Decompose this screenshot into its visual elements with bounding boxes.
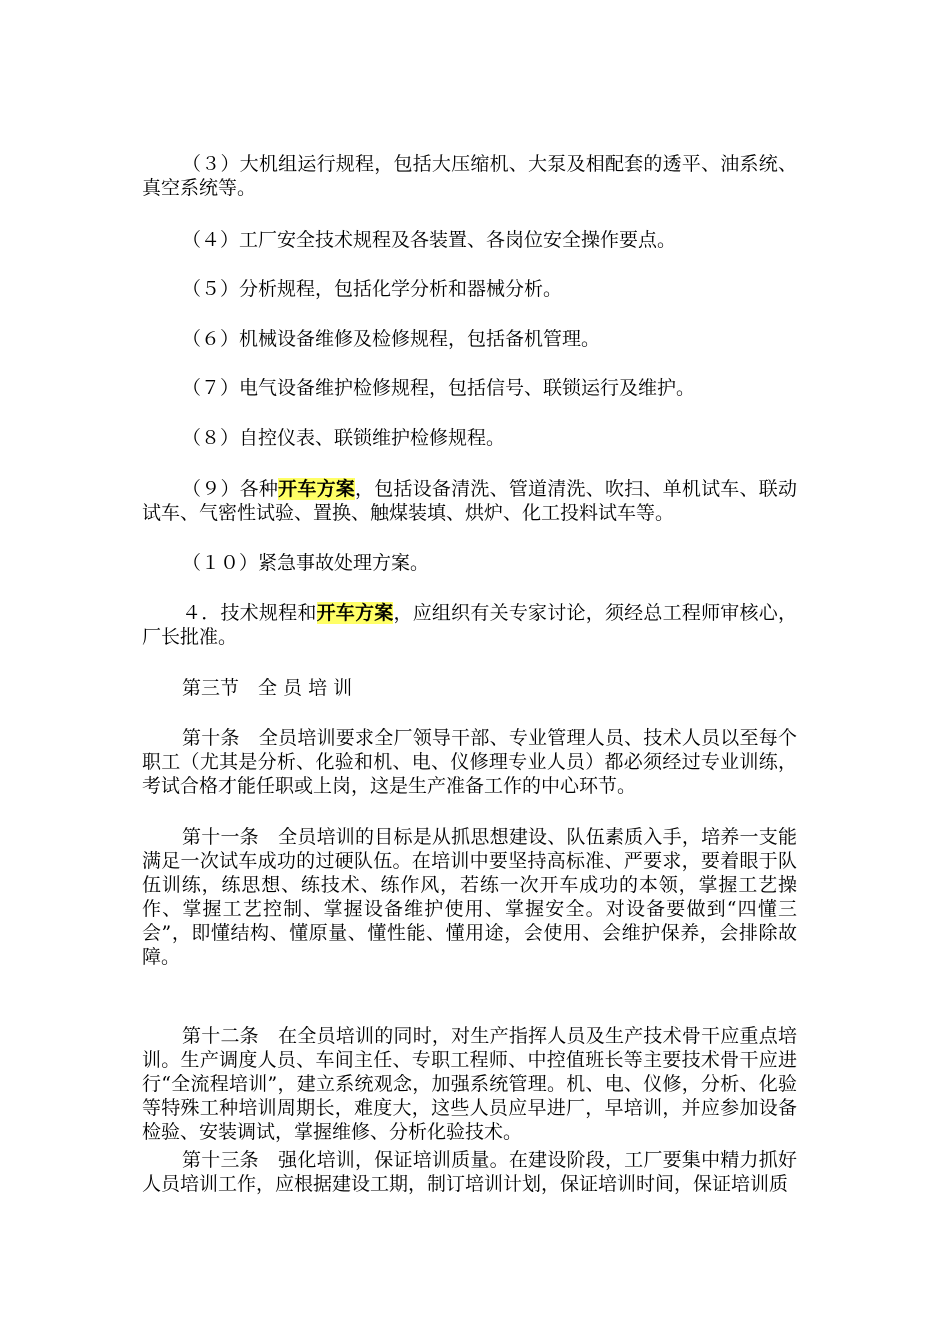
item-9-text: ，包括设备清洗、管道清洗、吹扫、单机试车、联动试车、气密性试验、置换、触煤装填、烘炉、化工投料试车等。 — [142, 478, 797, 524]
paragraph-item-6: （６）机械设备维修及检修规程，包括备机管理。 — [182, 328, 601, 350]
highlighted-term: 开车方案 — [278, 478, 356, 500]
paragraph-item-7: （７）电气设备维护检修规程，包括信号、联锁运行及维护。 — [182, 377, 696, 399]
article-10: 第十条 全员培训要求全厂领导干部、专业管理人员、技术人员以至每个职工（尤其是分析、化验和机、电、仪修理专业人员）都必须经过专业训练，考试合格才能任职或上岗，这是生产准备工作的中心环节。 — [142, 727, 797, 797]
paragraph-item-5: （５）分析规程，包括化学分析和器械分析。 — [182, 278, 563, 300]
clause-4-prefix: ４．技术规程和 — [182, 602, 317, 624]
paragraph-item-3: （３）大机组运行规程，包括大压缩机、大泵及相配套的透平、油系统、真空系统等。 — [142, 153, 797, 199]
paragraph-item-10: （１０）紧急事故处理方案。 — [182, 552, 430, 574]
section-heading: 第三节 全 员 培 训 — [182, 677, 353, 699]
clause-4-text: ，应组织有关专家讨论，须经总工程师审核心，厂长批准。 — [142, 602, 797, 648]
article-12: 第十二条 在全员培训的同时，对生产指挥人员及生产技术骨干应重点培训。生产调度人员、车间主任、专职工程师、中控值班长等主要技术骨干应进行“全流程培训”，建立系统观念，加强系统管理。机、电、仪修，分析、化验等特殊工种培训周期长，难度大，这些人员应早进厂，早培训，并应参加设备检验、安装调试，掌握维修、分析化验技术。 — [142, 1025, 797, 1143]
paragraph-item-9 — [142, 477, 797, 525]
article-11: 第十一条 全员培训的目标是从抓思想建设、队伍素质入手，培养一支能满足一次试车成功的过硬队伍。在培训中要坚持高标准、严要求，要着眼于队伍训练，练思想、练技术、练作风，若练一次开车成功的本领，掌握工艺操作、掌握工艺控制、掌握设备维护使用、掌握安全。对设备要做到“四懂三会”，即懂结构、懂原量、懂性能、懂用途，会使用、会维护保养，会排除故障。 — [142, 826, 797, 968]
paragraph-clause-4 — [142, 601, 797, 649]
article-13: 第十三条 强化培训，保证培训质量。在建设阶段，工厂要集中精力抓好人员培训工作，应根据建设工期，制订培训计划，保证培训时间，保证培训质 — [142, 1149, 797, 1195]
paragraph-item-8: （８）自控仪表、联锁维护检修规程。 — [182, 427, 506, 449]
paragraph-item-4: （４）工厂安全技术规程及各装置、各岗位安全操作要点。 — [182, 229, 677, 251]
highlighted-term: 开车方案 — [316, 602, 394, 624]
item-9-prefix: （９）各种 — [182, 478, 279, 500]
